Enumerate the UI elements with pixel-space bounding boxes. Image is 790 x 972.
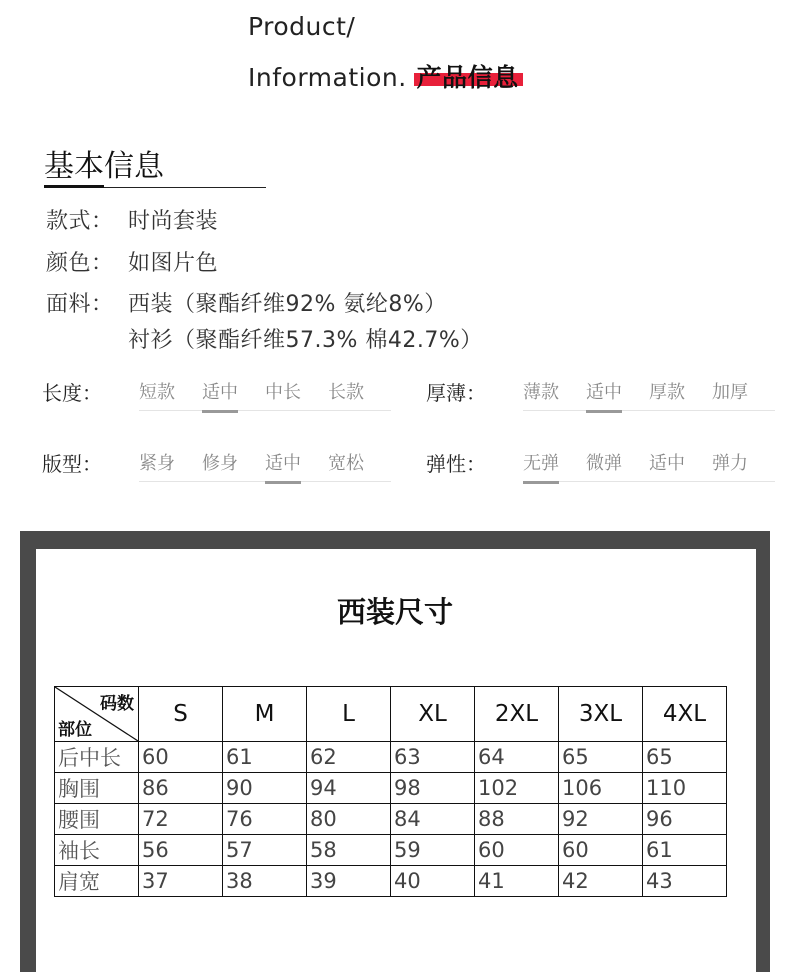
table-cell: 90 <box>223 773 307 804</box>
info-color-value: 如图片色 <box>128 251 219 276</box>
table-cell: 76 <box>223 804 307 835</box>
size-chart-title: 西装尺寸 <box>336 595 453 629</box>
table-cell: 39 <box>307 866 391 897</box>
table-cell: 94 <box>307 773 391 804</box>
size-header: 3XL <box>559 687 643 742</box>
size-table <box>54 686 727 897</box>
table-row <box>55 742 727 773</box>
table-cell: 57 <box>223 835 307 866</box>
attr-thickness-options <box>523 378 775 411</box>
basic-info-divider-accent <box>44 185 104 188</box>
table-cell: 59 <box>391 835 475 866</box>
table-cell: 98 <box>391 773 475 804</box>
attr-length-option: 短款 <box>139 378 202 411</box>
corner-part-label: 部位 <box>58 720 92 740</box>
table-cell: 102 <box>475 773 559 804</box>
attr-fit-option: 修身 <box>202 449 265 482</box>
table-row <box>55 835 727 866</box>
table-cell: 84 <box>391 804 475 835</box>
attr-elasticity-option-selected: 无弹 <box>523 449 586 482</box>
size-table-header-row <box>55 687 727 742</box>
corner-size-label: 码数 <box>100 694 134 714</box>
header-title-en: Information. <box>248 63 407 92</box>
attr-elasticity-options <box>523 449 775 482</box>
info-fabric-shirt: 衬衫（聚酯纤维57.3% 棉42.7%） <box>128 328 483 353</box>
selected-underline <box>586 410 622 413</box>
size-header: S <box>139 687 223 742</box>
attr-fit-label: 版型： <box>42 452 102 476</box>
attr-thickness-option-selected: 适中 <box>586 378 649 411</box>
table-cell: 42 <box>559 866 643 897</box>
size-header: M <box>223 687 307 742</box>
attr-elasticity-option: 弹力 <box>712 449 775 482</box>
attr-length-options <box>139 378 391 411</box>
attr-thickness-label: 厚薄： <box>426 381 486 405</box>
attr-fit-option: 紧身 <box>139 449 202 482</box>
selected-underline <box>202 410 238 413</box>
table-cell: 61 <box>223 742 307 773</box>
attr-length-option: 中长 <box>265 378 328 411</box>
table-cell: 38 <box>223 866 307 897</box>
row-label: 后中长 <box>55 742 139 773</box>
table-cell: 43 <box>643 866 727 897</box>
size-header: XL <box>391 687 475 742</box>
table-row <box>55 804 727 835</box>
size-header: 2XL <box>475 687 559 742</box>
table-cell: 65 <box>559 742 643 773</box>
attr-length-label: 长度： <box>42 381 102 405</box>
table-cell: 63 <box>391 742 475 773</box>
size-table-corner <box>55 687 139 742</box>
row-label: 袖长 <box>55 835 139 866</box>
table-cell: 60 <box>559 835 643 866</box>
table-cell: 72 <box>139 804 223 835</box>
table-cell: 88 <box>475 804 559 835</box>
table-cell: 56 <box>139 835 223 866</box>
table-cell: 60 <box>139 742 223 773</box>
size-header: L <box>307 687 391 742</box>
table-cell: 106 <box>559 773 643 804</box>
row-label: 胸围 <box>55 773 139 804</box>
attr-fit-option: 宽松 <box>328 449 391 482</box>
selected-underline <box>523 481 559 484</box>
table-cell: 92 <box>559 804 643 835</box>
attr-elasticity-option: 微弹 <box>586 449 649 482</box>
basic-info-title: 基本信息 <box>44 149 164 184</box>
attr-thickness-option: 加厚 <box>712 378 775 411</box>
table-cell: 61 <box>643 835 727 866</box>
table-row <box>55 866 727 897</box>
table-cell: 41 <box>475 866 559 897</box>
attr-thickness-option: 薄款 <box>523 378 586 411</box>
table-cell: 62 <box>307 742 391 773</box>
attr-fit-options <box>139 449 391 482</box>
table-cell: 58 <box>307 835 391 866</box>
table-cell: 64 <box>475 742 559 773</box>
attr-length-option: 长款 <box>328 378 391 411</box>
header-title-cn: 产品信息 <box>417 58 519 94</box>
header-title-en-line2 <box>248 58 519 94</box>
table-cell: 86 <box>139 773 223 804</box>
info-color-row <box>46 246 218 277</box>
table-cell: 80 <box>307 804 391 835</box>
table-row <box>55 773 727 804</box>
table-cell: 96 <box>643 804 727 835</box>
attr-thickness-option: 厚款 <box>649 378 712 411</box>
attr-elasticity-option: 适中 <box>649 449 712 482</box>
table-cell: 110 <box>643 773 727 804</box>
info-fabric-suit: 西装（聚酯纤维92% 氨纶8%） <box>128 292 447 317</box>
info-style-row <box>46 204 218 235</box>
info-fabric-row-2 <box>46 323 483 354</box>
info-fabric-label: 面料： <box>46 292 114 317</box>
info-fabric-row <box>46 287 447 318</box>
info-color-label: 颜色： <box>46 251 114 276</box>
attr-fit-option-selected: 适中 <box>265 449 328 482</box>
table-cell: 65 <box>643 742 727 773</box>
attr-length-option-selected: 适中 <box>202 378 265 411</box>
row-label: 腰围 <box>55 804 139 835</box>
table-cell: 60 <box>475 835 559 866</box>
attr-elasticity-label: 弹性： <box>426 452 486 476</box>
selected-underline <box>265 481 301 484</box>
row-label: 肩宽 <box>55 866 139 897</box>
table-cell: 40 <box>391 866 475 897</box>
table-cell: 37 <box>139 866 223 897</box>
info-style-label: 款式： <box>46 209 114 234</box>
header-title-en-line1: Product/ <box>248 12 356 41</box>
info-style-value: 时尚套装 <box>128 209 219 234</box>
size-header: 4XL <box>643 687 727 742</box>
